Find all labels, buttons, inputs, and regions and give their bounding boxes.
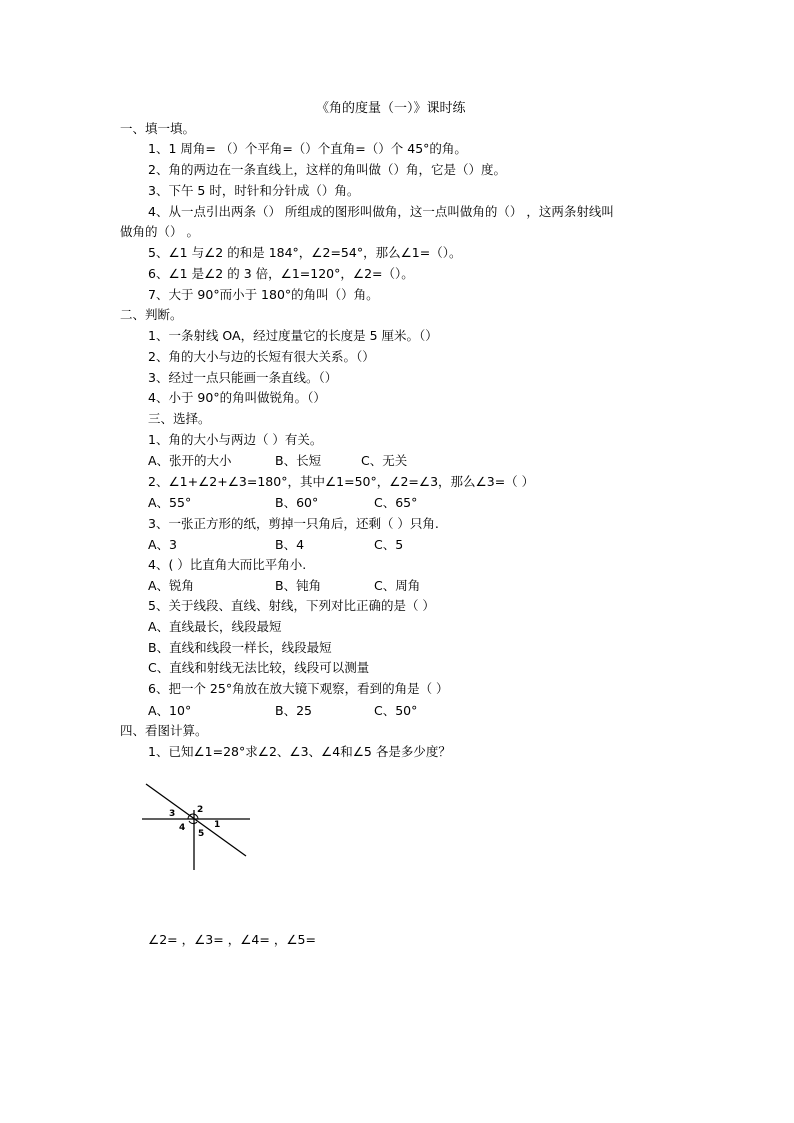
s1-item-4: 4、从一点引出两条（） 所组成的图形叫做角，这一点叫做角的（） ，这两条射线叫 — [148, 204, 614, 219]
s3-q3-stem: 3、一张正方形的纸，剪掉一只角后，还剩（ ）只角. — [148, 516, 439, 531]
s2-item-4: 4、小于 90°的角叫做锐角。（） — [148, 390, 326, 405]
s2-item-1: 1、一条射线 OA，经过度量它的长度是 5 厘米。（） — [148, 328, 438, 343]
s1-item-7: 7、大于 90°而小于 180°的角叫（）角。 — [148, 287, 379, 302]
s3-q5-option-b: B、直线和线段一样长，线段最短 — [148, 640, 332, 655]
s3-q2-option-c: C、65° — [374, 495, 418, 510]
s1-item-3: 3、下午 5 时，时针和分针成（）角。 — [148, 183, 360, 198]
s3-q3-option-b: B、4 — [275, 537, 305, 552]
s3-q5-stem: 5、关于线段、直线、射线，下列对比正确的是（ ） — [148, 598, 435, 613]
section2-heading: 二、判断。 — [120, 307, 183, 322]
s3-q1-option-a: A、张开的大小 — [148, 453, 232, 468]
s3-q3-option-c: C、5 — [374, 537, 404, 552]
s3-q1-option-b: B、长短 — [275, 453, 322, 468]
s3-q4-option-c: C、周角 — [374, 578, 421, 593]
diagonal-line — [146, 784, 246, 856]
s3-q1-option-c: C、无关 — [361, 453, 408, 468]
s1-item-1: 1、1 周角= （）个平角=（）个直角=（）个 45°的角。 — [148, 141, 467, 156]
angle-label-2: 2 — [197, 805, 204, 815]
s4-question: 1、已知∠1=28°求∠2、∠3、∠4和∠5 各是多少度？ — [148, 744, 451, 759]
s3-q5-option-a: A、直线最长，线段最短 — [148, 619, 282, 634]
angle-label-4: 4 — [179, 823, 186, 833]
s3-q3-option-a: A、3 — [148, 537, 178, 552]
page-title: 《角的度量（一）》课时练 — [316, 101, 466, 116]
section1-heading: 一、填一填。 — [120, 121, 196, 136]
section4-heading: 四、看图计算。 — [120, 723, 208, 738]
s1-item-5: 5、∠1 与∠2 的和是 184°，∠2=54°，那么∠1=（）。 — [148, 245, 462, 260]
s3-q2-stem: 2、∠1+∠2+∠3=180°，其中∠1=50°，∠2=∠3，那么∠3=（ ） — [148, 474, 535, 489]
section3-heading: 三、选择。 — [148, 411, 211, 426]
answer-line: ∠2= ，∠3= ，∠4= ，∠5= — [148, 932, 316, 947]
s3-q1-stem: 1、角的大小与两边（ ）有关。 — [148, 432, 323, 447]
s3-q4-stem: 4、( ）比直角大而比平角小. — [148, 557, 307, 572]
s2-item-2: 2、角的大小与边的长短有很大关系。（） — [148, 349, 375, 364]
s3-q6-option-a: A、10° — [148, 703, 192, 718]
s1-item-4-cont: 做角的（） 。 — [120, 224, 199, 239]
s2-item-3: 3、经过一点只能画一条直线。（） — [148, 370, 338, 385]
s3-q6-option-b: B、25 — [275, 703, 312, 718]
s3-q2-option-b: B、60° — [275, 495, 319, 510]
s3-q4-option-a: A、锐角 — [148, 578, 195, 593]
s1-item-6: 6、∠1 是∠2 的 3 倍，∠1=120°，∠2=（）。 — [148, 266, 414, 281]
s1-item-2: 2、角的两边在一条直线上，这样的角叫做（）角，它是（）度。 — [148, 162, 506, 177]
angle-label-1: 1 — [214, 820, 221, 830]
s3-q2-option-a: A、55° — [148, 495, 192, 510]
angle-arc-mark-2 — [189, 821, 197, 824]
s3-q6-stem: 6、把一个 25°角放在放大镜下观察，看到的角是（ ） — [148, 681, 449, 696]
s3-q5-option-c: C、直线和射线无法比较，线段可以测量 — [148, 660, 370, 675]
angle-label-3: 3 — [169, 809, 176, 819]
angle-figure — [140, 778, 252, 872]
s3-q6-option-c: C、50° — [374, 703, 418, 718]
angle-label-5: 5 — [198, 829, 205, 839]
s3-q4-option-b: B、钝角 — [275, 578, 322, 593]
